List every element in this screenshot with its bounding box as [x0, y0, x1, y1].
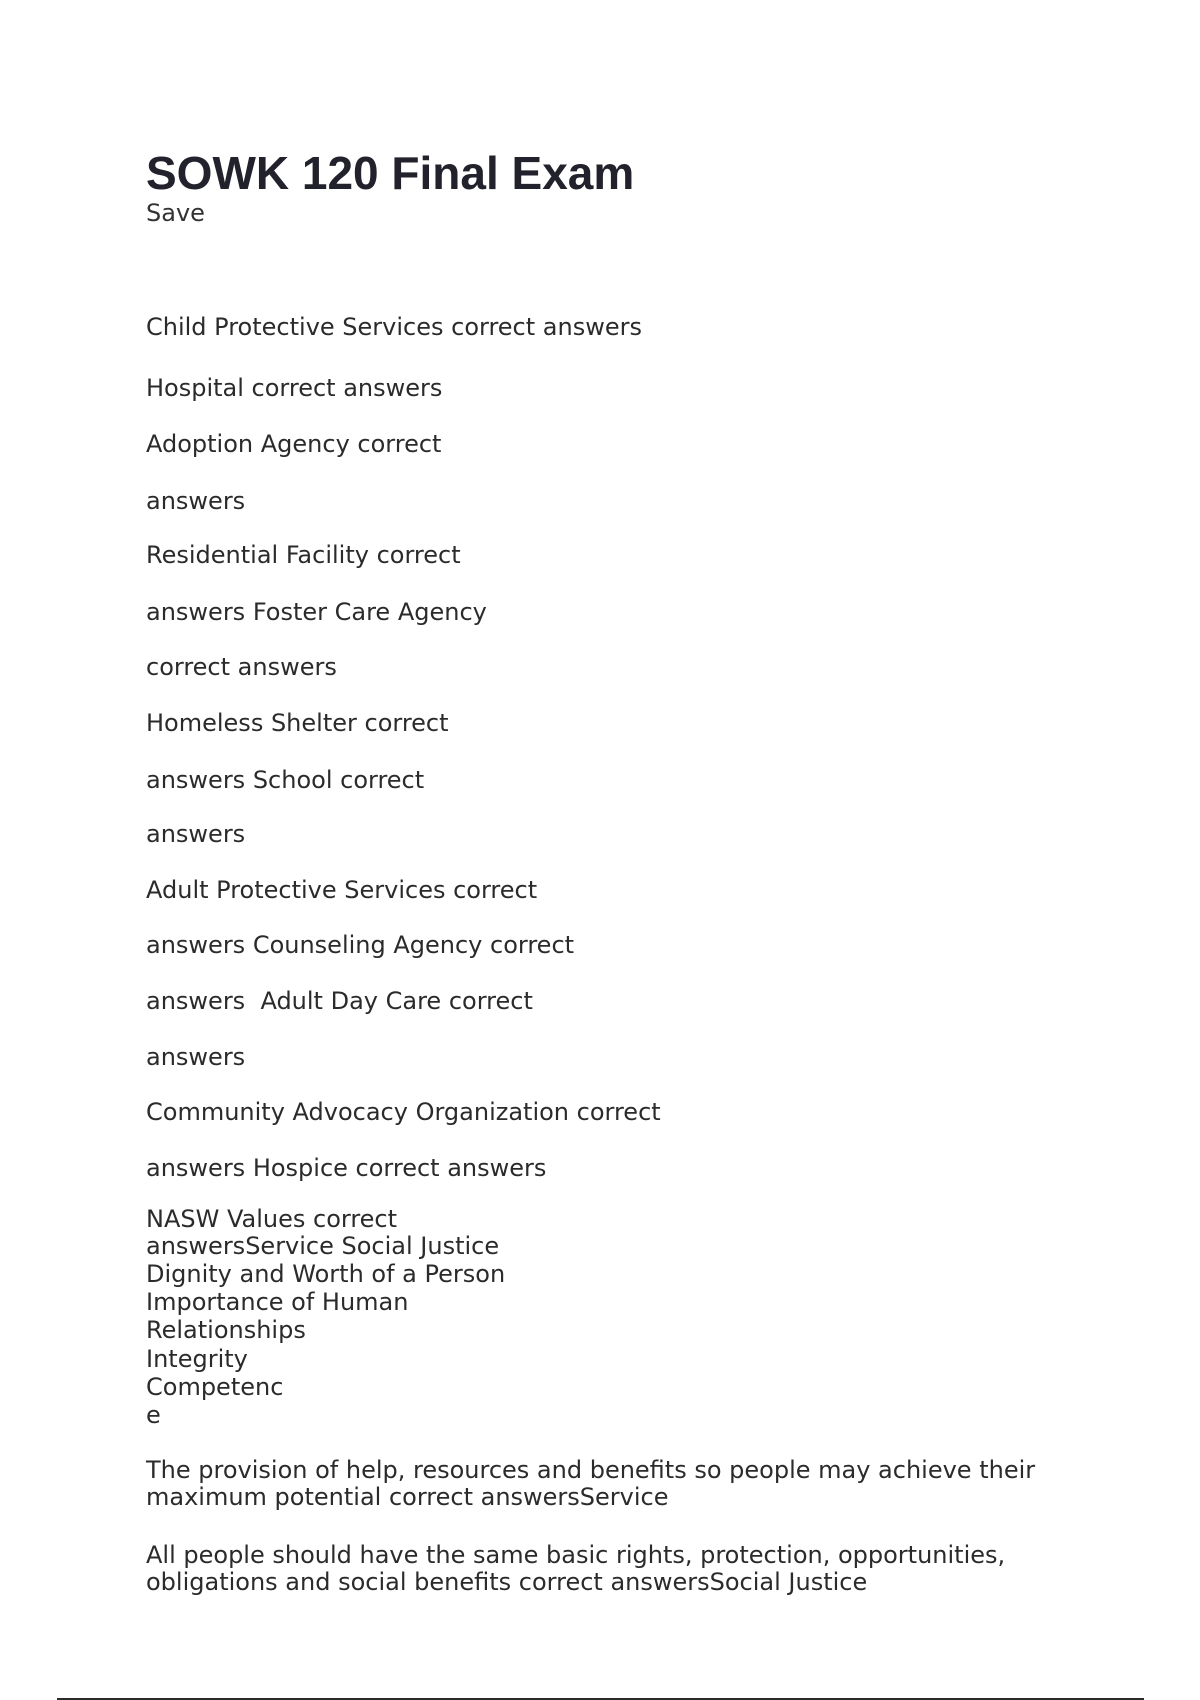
answer-line: answers Hospice correct answers [146, 1154, 547, 1182]
save-button[interactable]: Save [146, 199, 205, 227]
answer-line: answers [146, 487, 246, 515]
nasw-values-line: answersService Social Justice [146, 1232, 500, 1260]
answer-line: Child Protective Services correct answers [146, 313, 642, 341]
definition-line: The provision of help, resources and benefits so people may achieve their [146, 1456, 1036, 1484]
document-title: SOWK 120 Final Exam [146, 147, 635, 199]
nasw-values-line: Relationships [146, 1316, 306, 1344]
nasw-values-line: Importance of Human [146, 1288, 409, 1316]
answer-line: answers [146, 1043, 246, 1071]
answer-line: Homeless Shelter correct [146, 709, 449, 737]
nasw-values-line: Integrity [146, 1345, 248, 1373]
answer-line: answers [146, 820, 246, 848]
answer-line: answers Foster Care Agency [146, 598, 487, 626]
answer-line: answers Adult Day Care correct [146, 987, 533, 1015]
answer-line: Community Advocacy Organization correct [146, 1098, 661, 1126]
answer-line: correct answers [146, 653, 337, 681]
answer-line: Adult Protective Services correct [146, 876, 538, 904]
nasw-values-line: Competenc [146, 1373, 284, 1401]
nasw-values-line: NASW Values correct [146, 1205, 398, 1233]
definition-line: obligations and social benefits correct answersSocial Justice [146, 1568, 868, 1596]
answer-line: answers School correct [146, 766, 425, 794]
answer-line: Adoption Agency correct [146, 430, 442, 458]
answer-line: Hospital correct answers [146, 374, 443, 402]
answer-line: Residential Facility correct [146, 541, 461, 569]
definition-line: All people should have the same basic rights, protection, opportunities, [146, 1541, 1006, 1569]
nasw-values-line: Dignity and Worth of a Person [146, 1260, 506, 1288]
definition-line: maximum potential correct answersService [146, 1483, 669, 1511]
answer-line: answers Counseling Agency correct [146, 931, 575, 959]
nasw-values-line: e [146, 1401, 161, 1429]
